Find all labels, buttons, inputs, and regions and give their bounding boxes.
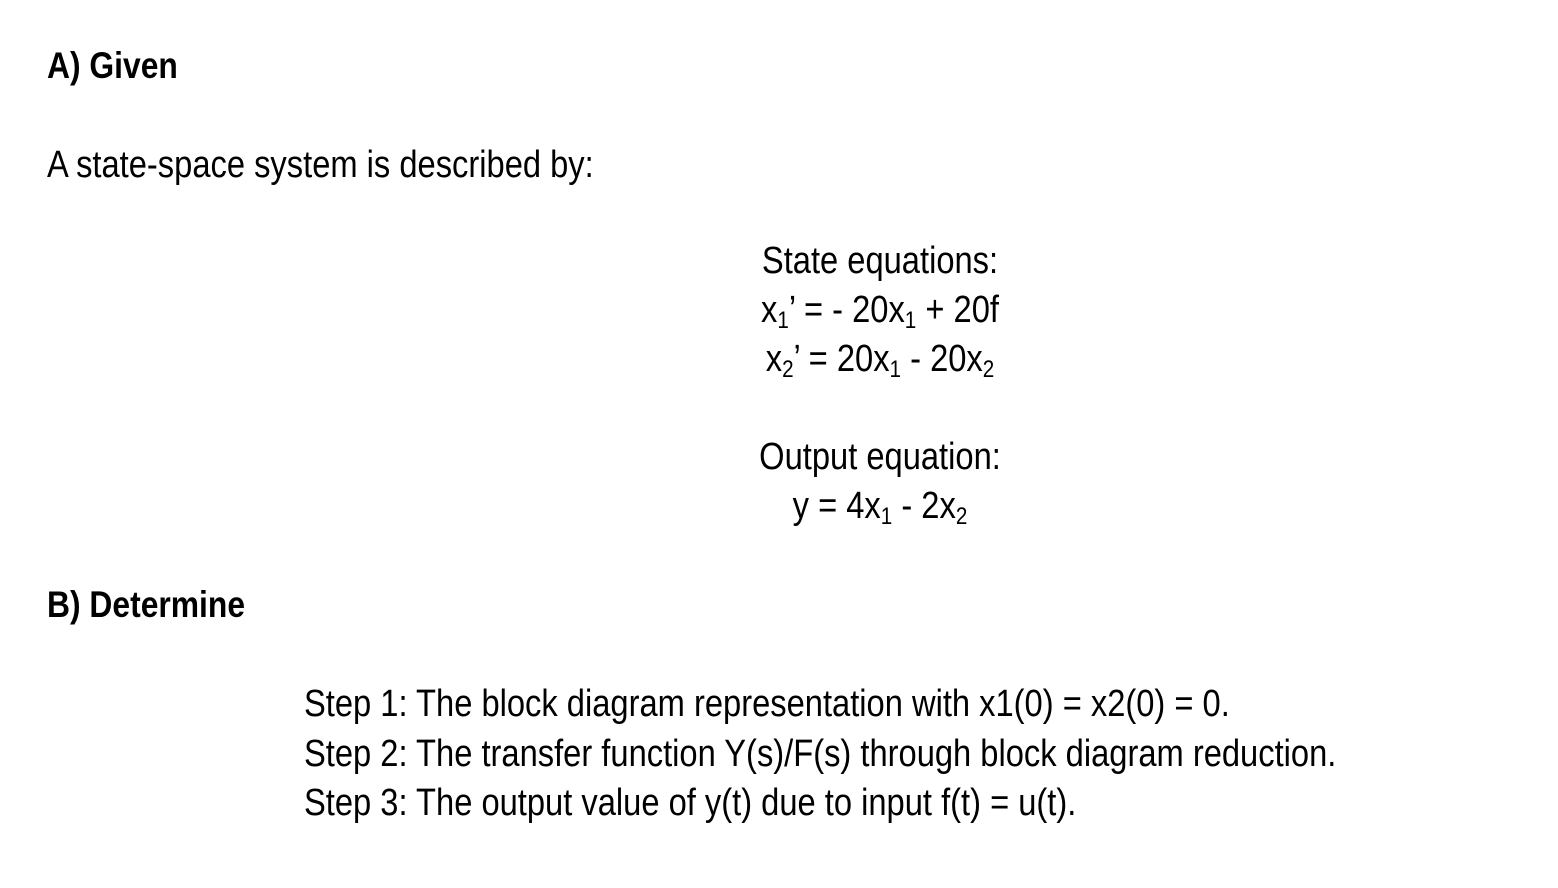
state-equation-2: $x_2$’ = $20x_1 - 20x_2$ bbox=[765, 338, 995, 383]
output-equation-title: Output equation: bbox=[759, 436, 1001, 478]
heading-given: A) Given bbox=[47, 45, 178, 86]
state-equation-1: $x_1$’ = - $20x_1 + 20f$ bbox=[761, 289, 999, 334]
intro-text: A state-space system is described by: bbox=[47, 144, 594, 186]
heading-determine: B) Determine bbox=[47, 584, 246, 625]
output-equation: $y = 4x_1 - 2x_2$ bbox=[792, 485, 968, 530]
step-2: Step 2: The transfer function Y(s)/F(s) through block diagram reduction. bbox=[304, 732, 1337, 775]
state-equations-block bbox=[630, 237, 1130, 384]
step-3: Step 3: The output value of y(t) due to input f(t) = u(t). bbox=[304, 782, 1077, 824]
step-1: Step 1: The block diagram representation with x1(0) = x2(0) = 0. bbox=[304, 683, 1230, 725]
state-equations-title: State equations: bbox=[761, 240, 999, 282]
output-equation-block bbox=[630, 433, 1130, 531]
steps-list bbox=[304, 680, 1504, 829]
